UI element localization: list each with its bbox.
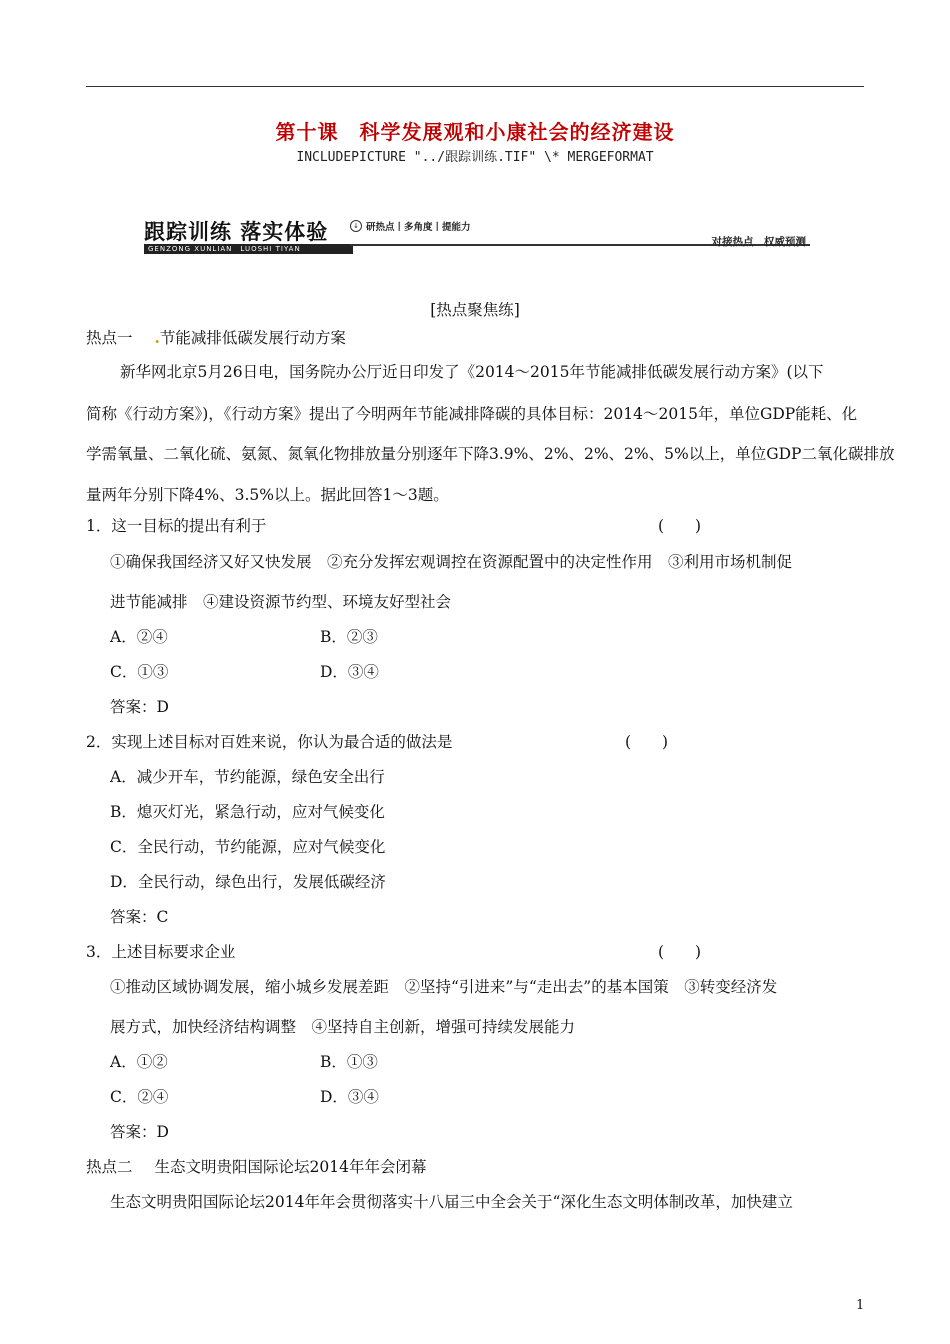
statement-line: ①确保我国经济又好又快发展 ②充分发挥宏观调控在资源配置中的决定性作用 ③利用市场机制促 [110, 553, 793, 571]
paragraph-line: 学需氧量、二氧化硫、氨氮、氮氧化物排放量分别逐年下降3.9%、2%、2%、2%、5%以上，单位GDP二氧化碳排放 [86, 445, 895, 463]
option-d: D．全民行动，绿色出行，发展低碳经济 [110, 873, 386, 891]
question-stem: 3．上述目标要求企业 [86, 943, 236, 961]
statement-line: 展方式，加快经济结构调整 ④坚持自主创新，增强可持续发展能力 [110, 1018, 576, 1036]
hotspot2-label: 热点二 [86, 1158, 133, 1176]
circle-arrow-icon: ↓ [350, 220, 362, 232]
answer-paren: ( ) [625, 733, 669, 751]
section-title: [热点聚焦练] [430, 301, 520, 319]
option-c: C．全民行动，节约能源，应对气候变化 [110, 838, 386, 856]
banner-tags: 研热点丨多角度丨提能力 [366, 222, 471, 233]
option-b: B．①③ [320, 1053, 378, 1071]
hotspot1-label: 热点一 [86, 329, 133, 347]
marker-dot-icon: . [154, 328, 160, 347]
option-b: B．②③ [320, 628, 378, 646]
header-rule [86, 86, 864, 87]
answer-paren: ( ) [658, 517, 702, 535]
question-stem: 2．实现上述目标对百姓来说，你认为最合适的做法是 [86, 733, 453, 751]
paragraph-line: 简称《行动方案》)，《行动方案》提出了今明两年节能减排降碳的具体目标：2014～2015年，单位GDP能耗、化 [86, 405, 858, 423]
field-code-text: INCLUDEPICTURE "../跟踪训练.TIF" \* MERGEFORMAT [296, 150, 654, 165]
answer-text: 答案：D [110, 1123, 169, 1141]
paragraph-line: 生态文明贵阳国际论坛2014年年会贯彻落实十八届三中全会关于“深化生态文明体制改革，加快建立 [110, 1193, 793, 1211]
paragraph-line: 新华网北京5月26日电，国务院办公厅近日印发了《2014～2015年节能减排低碳发展行动方案》(以下 [120, 363, 824, 381]
paragraph-line: 量两年分别下降4%、3.5%以上。据此回答1～3题。 [86, 486, 449, 504]
practice-banner [140, 214, 810, 258]
option-d: D．③④ [320, 1088, 379, 1106]
option-c: C．②④ [110, 1088, 169, 1106]
option-c: C．①③ [110, 663, 169, 681]
answer-text: 答案：D [110, 698, 169, 716]
option-d: D．③④ [320, 663, 379, 681]
hotspot1-heading [86, 326, 346, 348]
hotspot1-title: 节能减排低碳发展行动方案 [159, 329, 346, 347]
option-a: A．①② [110, 1053, 168, 1071]
option-a: A．②④ [110, 628, 168, 646]
hotspot2-title: 生态文明贵阳国际论坛2014年年会闭幕 [154, 1158, 427, 1176]
lesson-title: 第十课 科学发展观和小康社会的经济建设 [275, 120, 675, 144]
banner-right-text: 对接热点 权威预测 [711, 236, 806, 248]
option-a: A．减少开车，节约能源，绿色安全出行 [110, 768, 385, 786]
statement-line: 进节能减排 ④建设资源节约型、环境友好型社会 [110, 593, 452, 611]
option-b: B．熄灭灯光，紧急行动，应对气候变化 [110, 803, 385, 821]
statement-line: ①推动区域协调发展，缩小城乡发展差距 ②坚持“引进来”与“走出去”的基本国策 ③转变经济发 [110, 978, 778, 996]
question-stem: 1．这一目标的提出有利于 [86, 517, 267, 535]
hotspot2-heading [86, 1155, 426, 1177]
page-number: 1 [856, 1298, 865, 1313]
banner-title: 跟踪训练 落实体验 [144, 220, 329, 244]
banner-subtitle: GENZONG XUNLIAN LUOSHI TIYAN [144, 244, 353, 254]
answer-paren: ( ) [658, 943, 702, 961]
answer-text: 答案：C [110, 908, 169, 926]
